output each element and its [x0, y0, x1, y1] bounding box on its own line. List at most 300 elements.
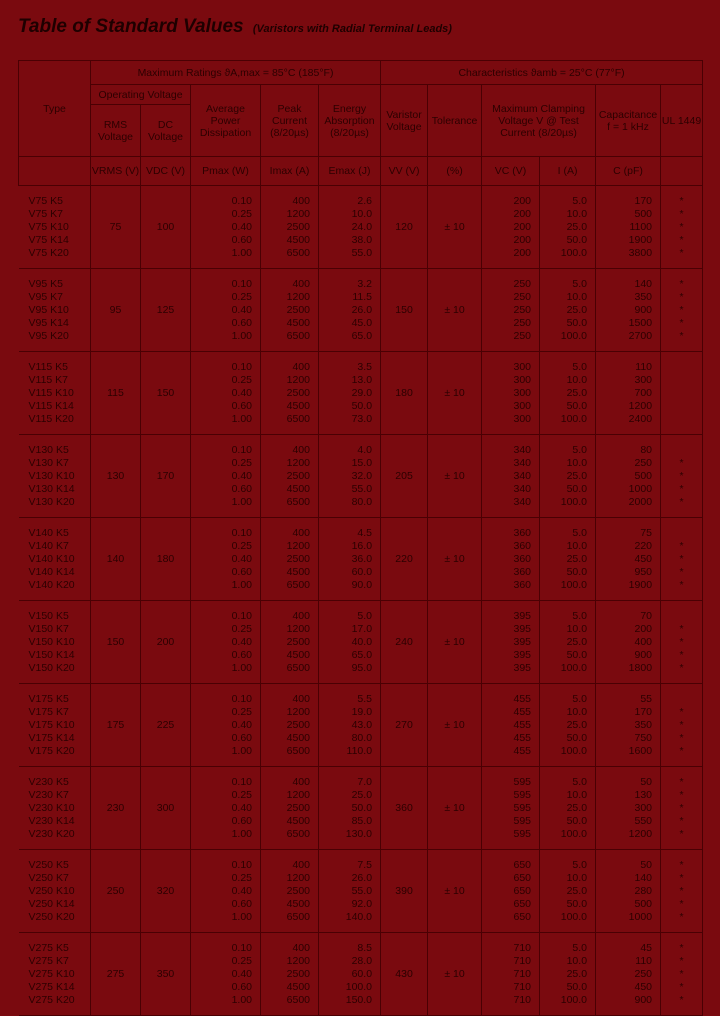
ul-cell-value: * — [679, 578, 684, 591]
tol-cell — [428, 435, 482, 518]
imax-cell — [261, 850, 319, 933]
ul-cell-value: * — [679, 303, 684, 316]
tol-cell — [428, 518, 482, 601]
vc-cell-value: 455 — [513, 692, 532, 705]
type-cell-value: V175 K14 — [28, 731, 75, 744]
pmax-cell-value: 0.10 — [231, 775, 252, 788]
emax-cell-value: 73.0 — [351, 412, 373, 425]
table-row — [19, 767, 703, 850]
type-cell — [19, 352, 91, 435]
emax-cell-value: 80.0 — [351, 731, 373, 744]
type-cell-value: V95 K14 — [28, 316, 69, 329]
imax-cell-value: 6500 — [286, 744, 310, 757]
imax-cell-value: 6500 — [286, 993, 310, 1006]
imax-cell-value: 400 — [292, 526, 310, 539]
i-cell-value: 25.0 — [566, 303, 588, 316]
table-header — [19, 61, 703, 186]
vc-cell-value: 250 — [513, 303, 532, 316]
i-cell-value: 10.0 — [566, 207, 588, 220]
type-cell-value: V75 K5 — [28, 194, 63, 207]
c-cell-value: 170 — [634, 194, 653, 207]
ul-cell-value: * — [679, 329, 684, 342]
vc-cell-value: 455 — [513, 705, 532, 718]
c-cell-value: 55 — [640, 692, 653, 705]
vdc-cell-value: 320 — [156, 885, 175, 897]
vc-cell-value: 650 — [513, 871, 532, 884]
type-cell-value: V230 K10 — [28, 801, 75, 814]
imax-cell — [261, 684, 319, 767]
imax-cell-value: 4500 — [286, 316, 310, 329]
emax-cell-value: 85.0 — [351, 814, 373, 827]
vv-cell-value: 205 — [395, 470, 413, 482]
c-cell-value: 2700 — [628, 329, 653, 342]
c-cell-value: 500 — [634, 897, 653, 910]
pmax-cell — [191, 186, 261, 269]
vv-cell — [381, 352, 428, 435]
imax-cell-value: 4500 — [286, 731, 310, 744]
pmax-cell-value: 0.10 — [231, 360, 252, 373]
type-cell-value: V175 K20 — [28, 744, 75, 757]
ul-cell-value — [661, 400, 702, 413]
ul-cell-value: * — [679, 635, 684, 648]
pmax-cell-value: 0.40 — [231, 801, 252, 814]
i-cell-value: 50.0 — [566, 648, 588, 661]
emax-cell-value: 5.0 — [357, 609, 373, 622]
vc-cell-value: 300 — [513, 360, 532, 373]
c-cell-value: 900 — [634, 993, 653, 1006]
type-cell-value: V130 K7 — [28, 456, 69, 469]
i-cell-value: 25.0 — [566, 220, 588, 233]
type-cell-value: V140 K14 — [28, 565, 75, 578]
header-ul: UL 1449 — [661, 85, 703, 157]
i-cell-value: 50.0 — [566, 482, 588, 495]
c-cell — [596, 933, 661, 1016]
type-cell-value: V140 K7 — [28, 539, 69, 552]
i-cell-value: 25.0 — [566, 386, 588, 399]
c-cell-value: 140 — [634, 277, 653, 290]
i-cell-value: 50.0 — [566, 814, 588, 827]
emax-cell — [319, 850, 381, 933]
tol-cell-value: ± 10 — [444, 719, 465, 731]
c-cell-value: 170 — [634, 705, 653, 718]
i-cell — [540, 767, 596, 850]
imax-cell — [261, 933, 319, 1016]
emax-cell-value: 11.5 — [352, 290, 373, 303]
vv-cell-value: 430 — [395, 968, 413, 980]
tol-cell-value: ± 10 — [444, 968, 465, 980]
vdc-cell-value: 300 — [156, 802, 175, 814]
vc-cell-value: 200 — [513, 220, 532, 233]
header-energy-absorption: Energy Absorption (8/20µs) — [319, 85, 381, 157]
tol-cell-value: ± 10 — [444, 470, 465, 482]
vc-cell-value: 455 — [513, 718, 532, 731]
imax-cell-value: 2500 — [286, 552, 310, 565]
imax-cell-value: 1200 — [286, 705, 310, 718]
header-dc-voltage: DC Voltage — [141, 105, 191, 157]
emax-cell-value: 100.0 — [345, 980, 373, 993]
emax-cell — [319, 933, 381, 1016]
tol-cell — [428, 684, 482, 767]
ul-cell-value: * — [679, 775, 684, 788]
imax-cell-value: 1200 — [286, 954, 310, 967]
pmax-cell — [191, 518, 261, 601]
emax-cell-value: 95.0 — [351, 661, 373, 674]
emax-cell-value: 90.0 — [351, 578, 373, 591]
pmax-cell-value: 1.00 — [231, 827, 252, 840]
ul-cell-value: * — [679, 565, 684, 578]
c-cell-value: 250 — [634, 456, 653, 469]
ul-cell-value — [661, 610, 702, 623]
c-cell-value: 500 — [634, 469, 653, 482]
type-cell-value: V115 K14 — [28, 399, 74, 412]
vc-cell-value: 340 — [513, 482, 532, 495]
type-cell-value: V115 K5 — [28, 360, 69, 373]
pmax-cell-value: 0.40 — [231, 967, 252, 980]
pmax-cell-value: 0.10 — [231, 941, 252, 954]
i-cell-value: 50.0 — [566, 316, 588, 329]
i-cell-value: 5.0 — [572, 526, 588, 539]
ul-cell-value: * — [679, 622, 684, 635]
c-cell — [596, 518, 661, 601]
type-cell-value: V250 K20 — [28, 910, 75, 923]
c-cell-value: 2400 — [628, 412, 653, 425]
i-cell-value: 10.0 — [566, 622, 588, 635]
vdc-cell — [141, 767, 191, 850]
emax-cell-value: 25.0 — [351, 788, 373, 801]
i-cell — [540, 435, 596, 518]
ul-cell-value: * — [679, 552, 684, 565]
imax-cell-value: 6500 — [286, 910, 310, 923]
c-cell-value: 80 — [640, 443, 653, 456]
i-cell — [540, 850, 596, 933]
c-cell-value: 1200 — [628, 399, 653, 412]
c-cell-value: 1000 — [628, 910, 653, 923]
c-cell — [596, 352, 661, 435]
vv-cell-value: 240 — [395, 636, 413, 648]
vrms-cell — [91, 767, 141, 850]
pmax-cell-value: 0.60 — [231, 648, 252, 661]
unit-pmax: Pmax (W) — [191, 157, 261, 186]
pmax-cell-value: 0.10 — [231, 858, 252, 871]
vdc-cell — [141, 850, 191, 933]
vc-cell — [482, 601, 540, 684]
ul-cell-value: * — [679, 277, 684, 290]
vc-cell-value: 650 — [513, 897, 532, 910]
header-capacitance: Capacitance f = 1 kHz — [596, 85, 661, 157]
vv-cell-value: 180 — [395, 387, 413, 399]
emax-cell-value: 140.0 — [345, 910, 373, 923]
vc-cell-value: 710 — [513, 967, 532, 980]
c-cell-value: 300 — [634, 801, 653, 814]
pmax-cell-value: 0.60 — [231, 316, 252, 329]
tol-cell-value: ± 10 — [444, 387, 465, 399]
ul-cell-value — [661, 413, 702, 426]
emax-cell-value: 7.0 — [357, 775, 373, 788]
pmax-cell — [191, 684, 261, 767]
pmax-cell-value: 0.10 — [231, 194, 252, 207]
imax-cell — [261, 518, 319, 601]
vc-cell-value: 595 — [513, 814, 532, 827]
pmax-cell — [191, 435, 261, 518]
ul-cell-value: * — [679, 980, 684, 993]
imax-cell-value: 6500 — [286, 827, 310, 840]
vv-cell-value: 220 — [395, 553, 413, 565]
header-avg-power: Average Power Dissipation — [191, 85, 261, 157]
imax-cell-value: 6500 — [286, 578, 310, 591]
pmax-cell-value: 0.60 — [231, 482, 252, 495]
vdc-cell-value: 150 — [156, 387, 175, 399]
vc-cell-value: 650 — [513, 884, 532, 897]
ul-cell-value — [661, 374, 702, 387]
c-cell-value: 1600 — [628, 744, 653, 757]
vdc-cell-value: 200 — [156, 636, 175, 648]
c-cell-value: 1800 — [628, 661, 653, 674]
pmax-cell-value: 0.10 — [231, 526, 252, 539]
pmax-cell-value: 0.10 — [231, 277, 252, 290]
imax-cell-value: 400 — [292, 277, 310, 290]
header-max-ratings: Maximum Ratings ϑA,max = 85°C (185°F) — [91, 61, 381, 85]
imax-cell-value: 4500 — [286, 399, 310, 412]
pmax-cell-value: 1.00 — [231, 412, 252, 425]
i-cell-value: 25.0 — [566, 635, 588, 648]
imax-cell-value: 1200 — [286, 622, 310, 635]
type-cell-value: V75 K10 — [28, 220, 69, 233]
c-cell-value: 450 — [634, 980, 653, 993]
vdc-cell — [141, 601, 191, 684]
c-cell-value: 500 — [634, 207, 653, 220]
ul-cell-value: * — [679, 705, 684, 718]
type-cell-value: V130 K14 — [28, 482, 75, 495]
vc-cell-value: 650 — [513, 910, 532, 923]
pmax-cell-value: 0.60 — [231, 565, 252, 578]
vv-cell — [381, 269, 428, 352]
i-cell-value: 50.0 — [566, 233, 588, 246]
type-cell-value: V230 K20 — [28, 827, 75, 840]
type-cell-value: V130 K10 — [28, 469, 75, 482]
vc-cell-value: 395 — [513, 622, 532, 635]
ul-cell — [661, 518, 703, 601]
vrms-cell-value: 150 — [106, 636, 125, 648]
imax-cell-value: 400 — [292, 775, 310, 788]
pmax-cell-value: 0.10 — [231, 692, 252, 705]
c-cell-value: 900 — [634, 648, 653, 661]
type-cell-value: V150 K20 — [28, 661, 75, 674]
c-cell-value: 110 — [635, 360, 653, 373]
c-cell-value: 220 — [634, 539, 653, 552]
pmax-cell-value: 1.00 — [231, 744, 252, 757]
type-cell — [19, 186, 91, 269]
emax-cell-value: 43.0 — [351, 718, 373, 731]
vv-cell-value: 120 — [395, 221, 413, 233]
ul-cell-value: * — [679, 871, 684, 884]
unit-vv: VV (V) — [381, 157, 428, 186]
c-cell-value: 1100 — [629, 220, 653, 233]
vc-cell-value: 340 — [513, 469, 532, 482]
i-cell-value: 5.0 — [572, 858, 588, 871]
c-cell-value: 75 — [640, 526, 653, 539]
vc-cell — [482, 767, 540, 850]
i-cell-value: 5.0 — [572, 692, 588, 705]
i-cell-value: 100.0 — [560, 744, 588, 757]
i-cell-value: 5.0 — [572, 277, 588, 290]
i-cell-value: 25.0 — [566, 718, 588, 731]
unit-vdc: VDC (V) — [141, 157, 191, 186]
c-cell-value: 1200 — [628, 827, 653, 840]
type-cell-value: V140 K5 — [28, 526, 69, 539]
unit-c: C (pF) — [596, 157, 661, 186]
i-cell-value: 25.0 — [566, 967, 588, 980]
vv-cell — [381, 933, 428, 1016]
imax-cell-value: 400 — [292, 858, 310, 871]
c-cell-value: 300 — [634, 373, 653, 386]
vc-cell-value: 340 — [513, 495, 532, 508]
vrms-cell — [91, 435, 141, 518]
pmax-cell — [191, 850, 261, 933]
vrms-cell — [91, 850, 141, 933]
emax-cell-value: 60.0 — [351, 565, 373, 578]
vrms-cell-value: 230 — [106, 802, 125, 814]
i-cell-value: 25.0 — [566, 884, 588, 897]
ul-cell-value — [661, 387, 702, 400]
page-title — [18, 16, 452, 38]
type-cell-value: V130 K5 — [28, 443, 69, 456]
vv-cell — [381, 767, 428, 850]
pmax-cell-value: 0.60 — [231, 897, 252, 910]
vv-cell-value: 390 — [395, 885, 413, 897]
vdc-cell — [141, 933, 191, 1016]
type-cell-value: V175 K5 — [28, 692, 69, 705]
vc-cell-value: 340 — [513, 443, 532, 456]
i-cell-value: 25.0 — [566, 469, 588, 482]
c-cell-value: 50 — [640, 775, 653, 788]
emax-cell — [319, 684, 381, 767]
vdc-cell-value: 350 — [156, 968, 175, 980]
type-cell-value: V140 K10 — [28, 552, 75, 565]
header-max-clamping: Maximum Clamping Voltage V @ Test Current (8/20µs) — [482, 85, 596, 157]
i-cell-value: 5.0 — [572, 775, 588, 788]
c-cell-value: 45 — [640, 941, 653, 954]
type-cell-value: V140 K20 — [28, 578, 75, 591]
tol-cell — [428, 850, 482, 933]
vv-cell — [381, 518, 428, 601]
vrms-cell — [91, 186, 141, 269]
type-cell-value: V75 K20 — [28, 246, 69, 259]
c-cell-value: 1000 — [628, 482, 653, 495]
vv-cell — [381, 850, 428, 933]
emax-cell-value: 3.2 — [357, 277, 373, 290]
i-cell-value: 5.0 — [572, 443, 588, 456]
ul-cell-value: * — [679, 801, 684, 814]
type-cell-value: V175 K7 — [28, 705, 69, 718]
vc-cell-value: 250 — [513, 290, 532, 303]
vc-cell-value: 455 — [513, 744, 532, 757]
table-row — [19, 269, 703, 352]
c-cell-value: 1900 — [628, 578, 653, 591]
pmax-cell-value: 0.25 — [231, 788, 252, 801]
vv-cell — [381, 435, 428, 518]
imax-cell — [261, 601, 319, 684]
unit-vrms: VRMS (V) — [91, 157, 141, 186]
type-cell-value: V150 K14 — [28, 648, 75, 661]
emax-cell-value: 10.0 — [351, 207, 373, 220]
i-cell — [540, 601, 596, 684]
tol-cell-value: ± 10 — [444, 885, 465, 897]
pmax-cell-value: 1.00 — [231, 578, 252, 591]
imax-cell-value: 4500 — [286, 897, 310, 910]
header-operating-voltage: Operating Voltage — [91, 85, 191, 105]
i-cell-value: 100.0 — [560, 578, 588, 591]
vc-cell — [482, 684, 540, 767]
vc-cell-value: 455 — [513, 731, 532, 744]
pmax-cell-value: 0.40 — [231, 386, 252, 399]
vv-cell — [381, 684, 428, 767]
type-cell — [19, 601, 91, 684]
type-cell-value: V75 K7 — [28, 207, 63, 220]
i-cell-value: 10.0 — [566, 954, 588, 967]
vdc-cell-value: 180 — [156, 553, 175, 565]
i-cell-value: 100.0 — [560, 993, 588, 1006]
tol-cell — [428, 767, 482, 850]
standard-values-table — [18, 60, 703, 1016]
vc-cell-value: 395 — [513, 661, 532, 674]
ul-cell-value: * — [679, 954, 684, 967]
ul-cell-value: * — [679, 718, 684, 731]
vrms-cell-value: 115 — [107, 387, 124, 399]
table-row — [19, 186, 703, 269]
vc-cell-value: 300 — [513, 373, 532, 386]
vc-cell-value: 360 — [513, 539, 532, 552]
vc-cell-value: 710 — [513, 941, 532, 954]
vc-cell-value: 395 — [513, 609, 532, 622]
i-cell-value: 50.0 — [566, 980, 588, 993]
imax-cell — [261, 269, 319, 352]
pmax-cell-value: 0.25 — [231, 373, 252, 386]
unit-imax: Imax (A) — [261, 157, 319, 186]
type-cell-value: V95 K7 — [28, 290, 63, 303]
imax-cell-value: 6500 — [286, 329, 310, 342]
unit-i: I (A) — [540, 157, 596, 186]
imax-cell-value: 6500 — [286, 412, 310, 425]
pmax-cell-value: 0.10 — [231, 443, 252, 456]
pmax-cell — [191, 601, 261, 684]
i-cell — [540, 269, 596, 352]
i-cell-value: 50.0 — [566, 565, 588, 578]
c-cell-value: 130 — [634, 788, 653, 801]
tol-cell-value: ± 10 — [444, 304, 465, 316]
vc-cell-value: 595 — [513, 801, 532, 814]
header-characteristics: Characteristics ϑamb = 25°C (77°F) — [381, 61, 703, 85]
emax-cell-value: 13.0 — [351, 373, 373, 386]
type-cell-value: V115 K10 — [28, 386, 74, 399]
i-cell-value: 50.0 — [566, 731, 588, 744]
vc-cell-value: 250 — [513, 329, 532, 342]
c-cell-value: 350 — [634, 718, 653, 731]
c-cell-value: 750 — [634, 731, 653, 744]
imax-cell-value: 2500 — [286, 967, 310, 980]
emax-cell-value: 7.5 — [357, 858, 373, 871]
emax-cell-value: 19.0 — [351, 705, 373, 718]
pmax-cell-value: 0.10 — [231, 609, 252, 622]
pmax-cell-value: 1.00 — [231, 495, 252, 508]
ul-cell-value: * — [679, 207, 684, 220]
i-cell-value: 100.0 — [560, 495, 588, 508]
type-cell-value: V250 K10 — [28, 884, 75, 897]
vdc-cell — [141, 518, 191, 601]
vc-cell-value: 300 — [513, 412, 532, 425]
vc-cell-value: 200 — [513, 207, 532, 220]
type-cell — [19, 850, 91, 933]
imax-cell-value: 4500 — [286, 648, 310, 661]
